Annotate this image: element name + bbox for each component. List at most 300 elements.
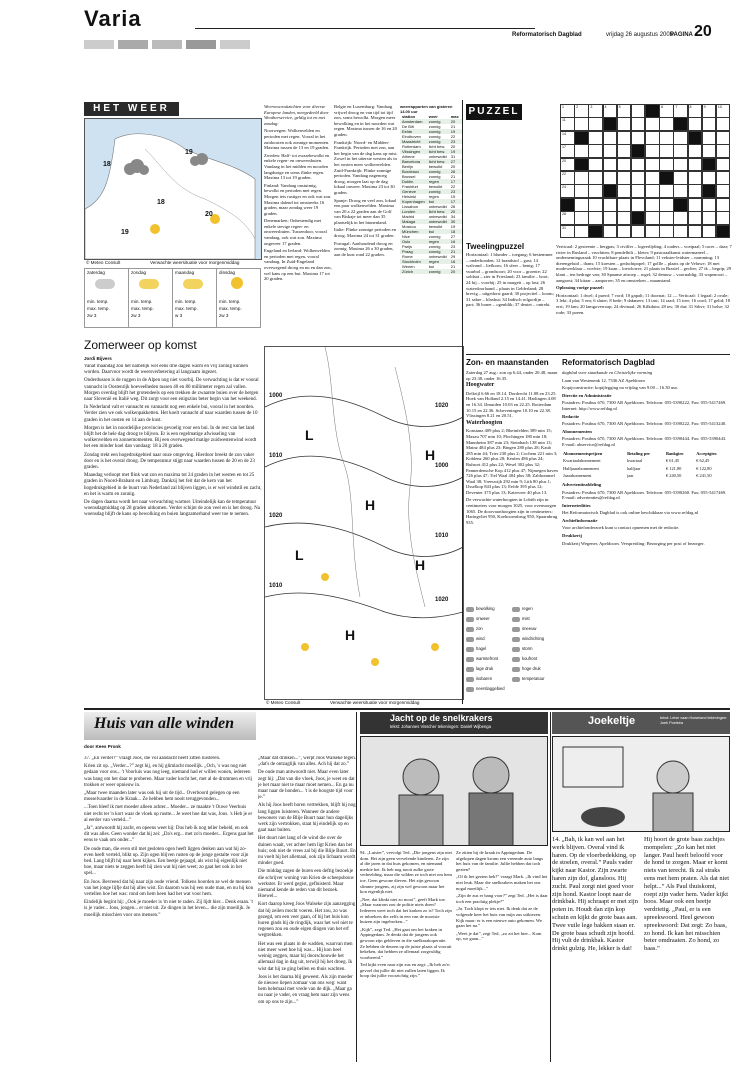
crossword-cell[interactable] [645, 211, 660, 225]
colofon-redactie-title: Redactie [562, 413, 580, 419]
crossword-number: 7 [675, 105, 678, 109]
crossword-cell[interactable] [716, 198, 731, 212]
crossword-cell[interactable] [617, 211, 632, 225]
city-table-grid [400, 114, 462, 274]
legend-icon [512, 647, 520, 652]
crossword-cell[interactable] [574, 198, 589, 212]
masthead: Reformatorisch Dagblad [512, 32, 582, 38]
city-table-cell: Dublin [402, 179, 414, 184]
city-table-cell: Lissabon [402, 204, 419, 209]
zomerweer-paragraph: Onderdussen is de ruggen in de Alpen nog niet voorbij. De verwachting is dat er vooral vannacht in Oostenrijk hoeveelheden tussen 40 en 80 millimeter regen zal vallen. Morgen overdag blijft het grotendeels op een trekken de zwaarste buien over de bergen naar Slovenië en Italië weg. Dit zorgt voor een enigszins beter begin van het weekend. [84, 378, 259, 403]
crossword-cell[interactable] [631, 117, 646, 131]
crossword-cell[interactable] [560, 225, 575, 239]
city-table-cell: bui [428, 264, 435, 269]
crossword-cell[interactable] [603, 144, 618, 158]
isobar-label: 1010 [435, 533, 449, 539]
crossword-cell[interactable] [702, 211, 717, 225]
map-temp: 19 [185, 149, 193, 156]
city-table-cell: Parijs [402, 244, 413, 249]
legend-label: neerslaggebied [476, 686, 505, 691]
city-table-cell: 21 [450, 249, 456, 254]
crossword-cell[interactable] [659, 104, 674, 118]
weather-legend [466, 606, 558, 698]
crossword-cell[interactable] [702, 117, 717, 131]
pressure-center: H [415, 557, 426, 573]
city-table-cell: Kopenhagen [402, 199, 425, 204]
crossword-cell[interactable] [631, 171, 646, 185]
city-table-cell: Stockholm [402, 259, 421, 264]
crossword-cell[interactable] [688, 184, 703, 198]
colofon-drukker-title: Drukkerij [562, 533, 582, 539]
city-table-cell: onbewolkt [428, 254, 447, 259]
forecast-day [216, 268, 261, 328]
crossword-cell[interactable] [673, 198, 688, 212]
crossword-cell[interactable] [673, 171, 688, 185]
cloud-icon [95, 279, 115, 289]
story-paragraph: „Maar dat drinken...”, werpt Joos Walseke tegen. „dat's de ontzaglijk van alles. Ach hij dat zo.” [258, 756, 356, 768]
colofon-internet-title: Internetedities [562, 502, 591, 508]
forecast-max: max. temp. [131, 306, 154, 311]
zon-maan-body [466, 370, 558, 600]
story-col1 [84, 756, 254, 1062]
city-table-cell: 26 [450, 204, 456, 209]
joekeltje-text: Hij hoort de grote baas zachtjes mompelen: „Zo kan het niet langer. Paul heeft beloofd voor de hond te zorgen. Maar er komt niets van terecht. Ik zal straks eens met hem praten. Als dat niet helpt...” Als Paul thuiskomt, roept zijn vader hem. Vader kijkt boos. Maar ook een beetje verdrietig. „Paul, er is een spreekwoord. Heel gewoon spreekwoord: Dat zegt: Zo baas, zo hond. Ik kan het misschien beter omdraaien. Zo hond, zo baas.” [644, 836, 730, 953]
crossword-cell[interactable] [645, 131, 660, 145]
crossword-cell[interactable] [574, 117, 589, 131]
crossword-number: 3 [590, 105, 593, 109]
crossword-cell[interactable] [574, 184, 589, 198]
city-table-title: weerrapporten van gisteren 14.00 uur [400, 104, 453, 114]
crossword-cell[interactable] [631, 158, 646, 172]
crossword-cell[interactable] [603, 198, 618, 212]
crossword-cell[interactable] [673, 144, 688, 158]
city-table-cell: Athene [402, 154, 415, 159]
crossword-cell[interactable] [645, 117, 660, 131]
crossword-cell[interactable] [560, 117, 575, 131]
legend-label: windrichting [522, 636, 545, 641]
zomerweer-author: Jordi Bijvers [84, 356, 112, 361]
city-table-cell: 16 [450, 259, 456, 264]
city-table-cell: bui [428, 229, 435, 234]
crossword-cell[interactable] [617, 184, 632, 198]
forecast-day-name: zaterdag [87, 270, 105, 275]
city-table-cell: Berlijn [402, 164, 414, 169]
city-table-cell: Madrid [402, 214, 415, 219]
crossword-cell[interactable] [560, 158, 575, 172]
city-table-cell: 22 [450, 184, 456, 189]
price-header: Betaling per [627, 450, 651, 456]
city-table-cell: 21 [450, 174, 456, 179]
weather-paragraph: Italie: Flinke zonnige perioden en droog. Maxima 24 tot 31 graden. [334, 227, 396, 239]
crossword-cell[interactable] [673, 184, 688, 198]
crossword-cell[interactable] [688, 198, 703, 212]
city-table-cell: regen [428, 179, 439, 184]
crossword-number: 1 [562, 105, 564, 109]
legend-icon [512, 677, 520, 682]
zomerweer-paragraph: Vanaf maandag zou het namelijk wel eens drie dagen warm en vrij zonnig kunnen worden. Daarvoor wordt de weersverbetering al langzaam ingezet. [84, 364, 248, 376]
comic-paragraph: Ze zitten bij de kraak in Appingedam. De afgelopen dagen kwam een vreemde auto langs het huis van de familie. Jullie hebben dat toch gezien? [456, 850, 543, 872]
crossword-cell[interactable] [603, 104, 618, 118]
city-table-cell: 16 [450, 239, 456, 244]
city-table-cell: zonnig [428, 269, 441, 274]
crossword-cell[interactable] [645, 144, 660, 158]
crossword-cell[interactable] [631, 131, 646, 145]
crossword-cell[interactable] [673, 131, 688, 145]
table-row [400, 269, 462, 274]
crossword-cell[interactable] [716, 131, 731, 145]
legend-icon [466, 617, 474, 622]
story-paragraph: „Ja”, antwoordt hij zacht, en opeens weet hij: Dus heb ik nog teller beheld, en ook dit was alles. Geen wonder dat hij zei: „Da's erg... met zo'n moeder... Ergens gaat het eens te vaak om onder...” [84, 826, 254, 844]
crossword-cell[interactable] [702, 184, 717, 198]
legend-label: hoge druk [522, 666, 541, 671]
crossword-cell[interactable] [716, 158, 731, 172]
puzzel-solution-title: Oplossing vorige puzzel: [556, 285, 604, 291]
city-table-cell: 20 [450, 209, 456, 214]
crossword-cell[interactable] [673, 158, 688, 172]
crossword-cell[interactable] [588, 171, 603, 185]
comic-paragraph: „Ja. Toch klopt er iets niet. Ik denk dat ze de volgende keer het huis van mijn zus uitkiezen. Kijk maar: er is een nieuwe auto gekomen. We gaan het na.” [456, 906, 542, 929]
forecast-day-name: dinsdag [219, 270, 236, 275]
legend-icon [466, 627, 474, 632]
crossword-cell[interactable] [659, 158, 674, 172]
crossword-cell[interactable] [560, 198, 575, 212]
city-table-cell: licht bew. [428, 144, 446, 149]
city-table-cell: zonnig [428, 134, 441, 139]
crossword-cell[interactable] [716, 225, 731, 239]
crossword-cell[interactable] [716, 184, 731, 198]
page-header [0, 0, 738, 52]
waterhoogte-note: De verwachte waterhoogten in Lobith zijn in centimeters voor morgen 1025, voor overmorgen 1065. De doorvaarthoogten zijn in centimeters: Haringvliet 950, Koehoornsbrug 950, Spaarnbrug 935. [466, 497, 558, 525]
city-table-cell: Malaga [402, 219, 416, 224]
city-table-cell: zonnig [428, 119, 441, 124]
crossword-cell[interactable] [688, 158, 703, 172]
crossword-cell[interactable] [574, 158, 589, 172]
crossword-cell[interactable] [588, 211, 603, 225]
city-table-cell: München [402, 229, 419, 234]
crossword-cell[interactable] [617, 198, 632, 212]
pressure-center: L [295, 547, 304, 563]
colofon-archief-title: Archiefinformatie [562, 517, 598, 523]
hoogwater-title: Hoogwater [466, 382, 495, 389]
crossword-cell[interactable] [631, 144, 646, 158]
story-paragraph: Krien zit op. „Verder...?” zegt hij, en hij glimlacht moeilijk. „Och, 's was nog niet gedaan voor ons... 't Voorluis was nog leeg, niemand had er willen wonen, iedereen was bang om het daar te proberen. Maar vader kocht het, met al de drommen en vrij trokken er weer opnieuw in. [84, 764, 252, 788]
crossword-cell[interactable] [702, 198, 717, 212]
city-table-cell: 18 [450, 229, 456, 234]
header-thumbnails [84, 40, 264, 50]
crossword-cell[interactable] [688, 117, 703, 131]
crossword-cell[interactable] [659, 225, 674, 239]
city-table-cell: bewolkt [428, 164, 443, 169]
crossword-cell[interactable] [574, 144, 589, 158]
crossword-number: 28 [562, 212, 566, 217]
city-table-cell: 31 [450, 154, 456, 159]
crossword-cell[interactable] [702, 131, 717, 145]
zomerweer-body [84, 364, 262, 694]
crossword-cell[interactable] [688, 131, 703, 145]
zomerweer-paragraph: Maandag verloopt met flink wat zon en maxima tot 24 graden in het westen en tot 25 graden in Noord-Brabant en Limburg. Dankzij het feit dat de kern van het hogedrukgebied in de buurt van Nederland zal blijven liggen, is er wel windstil en zacht, en het is warm en zonnig. [84, 473, 262, 497]
crossword-cell[interactable] [702, 171, 717, 185]
price-header: Abonnementsprijzen [563, 450, 603, 456]
crossword-cell[interactable] [659, 198, 674, 212]
crossword-cell[interactable] [588, 117, 603, 131]
legend-label: mist [522, 616, 530, 621]
joekeltje-panel [552, 736, 730, 832]
city-table-cell: Genève [402, 189, 417, 194]
crossword-number: 24 [562, 185, 566, 190]
crossword-cell[interactable] [702, 104, 717, 118]
city-table-cell: 23 [450, 189, 456, 194]
city-table-cell: 19 [450, 129, 456, 134]
city-table-cell: Eindhoven [402, 134, 421, 139]
city-table-cell: onbewolkt [428, 219, 447, 224]
price-cell: € 62,45 [696, 458, 710, 464]
legend-label: hagel [476, 646, 487, 651]
crossword-number: 8 [689, 105, 692, 109]
city-table-cell: 17 [450, 179, 456, 184]
crossword-cell[interactable] [617, 131, 632, 145]
isobar-label: 1020 [435, 403, 449, 409]
weather-intro: Weersvooruitzichten voor diverse Europese landen, meegedeeld door Weatherservice, geldig tot en met zondag: [264, 104, 329, 126]
price-cell: Jaarabonnement [563, 473, 592, 479]
crossword-cell[interactable] [631, 198, 646, 212]
colofon-email: Kopijconstructie: kopijlegging na vrijdag van 9.00 – 16.30 uur. [562, 385, 678, 391]
pressure-center: H [425, 447, 436, 463]
story-author: door Kees Pronk [84, 744, 121, 749]
crossword-cell[interactable] [574, 211, 589, 225]
crossword-cell[interactable] [603, 225, 618, 239]
city-table-cell: 19 [450, 224, 456, 229]
crossword-cell[interactable] [702, 225, 717, 239]
forecast-day-name: maandag [175, 270, 195, 275]
city-table-cell: 27 [450, 159, 456, 164]
crossword-cell[interactable] [603, 171, 618, 185]
legend-icon [512, 657, 520, 662]
crossword-cell[interactable] [702, 144, 717, 158]
legend-icon [466, 607, 474, 612]
crossword-cell[interactable] [588, 131, 603, 145]
crossword-cell[interactable] [716, 117, 731, 131]
section-title: Varia [84, 6, 142, 31]
legend-label: zon [476, 626, 483, 631]
city-table-cell: Praag [402, 249, 413, 254]
crossword-cell[interactable] [560, 171, 575, 185]
colofon-drukker: Drukkerij Wegener, Apeldoorn. Verspreiding: Bezorging per post of bezorger. [562, 540, 705, 546]
crossword-cell[interactable] [574, 104, 589, 118]
city-table-cell: Zürich [402, 269, 414, 274]
city-table-cell: zonnig [428, 189, 441, 194]
city-table-cell: Vlissingen [402, 149, 421, 154]
crossword-cell[interactable] [560, 144, 575, 158]
comic-paragraph: 94. „Luister”, vervolgt Ted. „Die jongens zijn niet dom. Het zijn geen vervelende kinderen. Ze zijn al die jaren in dat huis gekomen, en niemand merkte het. Ik heb nog nooit zulke grote verbeelding, maar die wilden ze toch niet om hem toe. Geen gewone dieven. Het zijn gewoon slimme jongens, zij zijn wel gewoon maar het kon eigenlijk niet. [360, 850, 452, 895]
story-title-banner [84, 712, 256, 740]
crossword-cell[interactable] [659, 211, 674, 225]
comic-text-col1 [360, 850, 452, 1062]
pressure-center: H [345, 627, 356, 643]
pressure-center: L [305, 427, 314, 443]
story-col2 [258, 756, 356, 1062]
crossword-cell[interactable] [603, 131, 618, 145]
comic-panel-image [360, 736, 548, 846]
crossword-cell[interactable] [560, 211, 575, 225]
crossword-cell[interactable] [645, 184, 660, 198]
crossword-cell[interactable] [603, 117, 618, 131]
joekeltje-col1 [552, 836, 638, 1062]
crossword-cell[interactable] [659, 117, 674, 131]
comic-paragraph: „Weet je dat”, zegt Ted, „zo zit het hier... Kom op, we gaan...” [456, 930, 542, 942]
story-paragraph: Als hij Joos heeft horen vertrekken, blijft hij nog lang liggen luisteren. Wanneer de andere bewoners van de Blije Buurt naar hun dagelijks werk zijn vertrokken, staat hij eindelijk op en gaat naar buiten. [258, 803, 356, 834]
crossword-cell[interactable] [588, 198, 603, 212]
city-table-cell: 20 [450, 119, 456, 124]
legend-label: sneeuw [522, 626, 537, 631]
city-table-cell: zonnig [428, 169, 441, 174]
crossword-cell[interactable] [659, 144, 674, 158]
city-table-cell: onbewolkt [428, 204, 447, 209]
legend-icon [466, 647, 474, 652]
crossword-cell[interactable] [588, 184, 603, 198]
zomerweer-paragraph: Zondag trekt een hogedrukgebied naar onze omgeving. Hierdoor breekt de zon vaker door en is het overal droog. De temperatuur stijgt naar waarden tussen de 20 en de 23 graden. [84, 452, 255, 471]
crossword-number: 9 [703, 105, 706, 109]
pressure-caption-right: Verwachte weersituatie voor morgenmiddag [330, 700, 420, 705]
isobar-label: 1000 [435, 463, 449, 469]
crossword-cell[interactable] [631, 184, 646, 198]
crossword-cell[interactable] [645, 171, 660, 185]
city-table-cell: 29 [450, 254, 456, 259]
crossword-cell[interactable] [688, 211, 703, 225]
crossword-cell[interactable] [560, 104, 575, 118]
crossword-number: 6 [661, 105, 664, 109]
legend-label: isobaren [476, 676, 493, 681]
colofon-title: Reformatorisch Dagblad [562, 358, 655, 367]
city-table-cell: 23 [450, 139, 456, 144]
page-number: 20 [694, 23, 712, 40]
crossword-cell[interactable] [588, 144, 603, 158]
crossword-cell[interactable] [716, 104, 731, 118]
crossword-cell[interactable] [588, 104, 603, 118]
legend-icon [466, 657, 474, 662]
crossword-cell[interactable] [603, 184, 618, 198]
crossword-cell[interactable] [688, 144, 703, 158]
legend-icon [466, 677, 474, 682]
crossword-cell[interactable] [617, 171, 632, 185]
puzzel-verticaal [556, 244, 732, 348]
city-table-header: max [450, 114, 459, 119]
isobar-label: 1010 [269, 583, 283, 589]
city-table-cell: 19 [450, 149, 456, 154]
city-table-cell: 15 [450, 194, 456, 199]
city-table-cell: 20 [450, 164, 456, 169]
story-paragraph: Het was een plaats in de wadden, waarvan men niet meer weet hoe hij was... Hij kon heel weinig zeggen, maar hij doorschouwde het allemaal dag in dag uit, terwijl hij het droeg. Ik wist dat hij ze ging bellen en thuis wachten. [258, 941, 353, 972]
colofon-archief: Voor archiefonderzoek kunt u contact opnemen met de redactie. [562, 525, 680, 531]
city-table-cell: 30 [450, 219, 456, 224]
crossword-cell[interactable] [645, 225, 660, 239]
crossword-cell[interactable] [645, 158, 660, 172]
price-cell: € 122,80 [696, 465, 712, 471]
crossword-cell[interactable] [574, 171, 589, 185]
story-paragraph: De oude man antwoordt niet. Maar even later zegt hij: „Dat van die vloek, Joos, je weet en dat je het maar niet te maar moet nemen... En ga nu maar naar de honden... 't is de hoogste tijd voor je.” [258, 770, 355, 801]
crossword-cell[interactable] [631, 211, 646, 225]
city-table-cell: 20 [450, 269, 456, 274]
story-title: Huis van alle winden [94, 715, 235, 732]
city-table-cell: Oslo [402, 239, 411, 244]
weather-paragraph: Zweden: Half- tot zwaarbewolkt en enkele regen- en onweersbuien. Vandaag in het midden en noorden langdurige en soms flinke regen. Maxima 13 tot 19 graden. [264, 152, 330, 181]
crossword-cell[interactable] [716, 211, 731, 225]
crossword-cell[interactable] [617, 144, 632, 158]
weather-paragraph: Portugal: Aanhoudend droog en zonnig. Maxima 26 a 30 graden, aan de kust rond 22 graden. [334, 240, 394, 257]
crossword-cell[interactable] [617, 104, 632, 118]
pressure-caption-left: © Meteo Consult [266, 700, 301, 705]
crossword-cell[interactable] [702, 158, 717, 172]
crossword-cell[interactable] [560, 184, 575, 198]
crossword-cell[interactable] [617, 158, 632, 172]
crossword-cell[interactable] [673, 225, 688, 239]
crossword-cell[interactable] [716, 144, 731, 158]
crossword-cell[interactable] [688, 171, 703, 185]
crossword-cell[interactable] [673, 211, 688, 225]
crossword-cell[interactable] [645, 198, 660, 212]
crossword-cell[interactable] [673, 104, 688, 118]
city-table-cell: licht bew. [428, 159, 446, 164]
weather-paragraph: Belgie en Luxemburg: Vandaag vrijwel droog en van tijd tot tijd zon, soms bewolkt. Morgen meer bewolking en in het noorden wat regen. Maxima tussen de 16 en 20 graden. [334, 104, 397, 137]
crossword-cell[interactable] [659, 184, 674, 198]
legend-label: lage druk [476, 666, 494, 671]
crossword-grid [560, 104, 730, 238]
price-cell: halfjaar [627, 465, 641, 471]
forecast-min: min. temp. [131, 299, 153, 304]
legend-icon [466, 687, 474, 692]
colofon-advertentie: Postadres: Postbus 670, 7300 AR Apeldoorn. Telefoon: 055-5390260. Fax: 055-5417469. E-mail: advertenties@refdag.nl [562, 489, 727, 501]
crossword-cell[interactable] [631, 104, 646, 118]
joekeltje-banner [552, 712, 730, 734]
crossword-cell[interactable] [588, 158, 603, 172]
crossword-cell[interactable] [588, 225, 603, 239]
city-table-cell: zonnig [428, 234, 441, 239]
crossword-cell[interactable] [659, 131, 674, 145]
crossword-cell[interactable] [574, 225, 589, 239]
price-cell: € 241,50 [696, 473, 712, 479]
crossword-cell[interactable] [645, 104, 660, 118]
crossword-cell[interactable] [603, 211, 618, 225]
waterhoogte-title: Waterhoogten [466, 419, 503, 426]
crossword-cell[interactable] [617, 225, 632, 239]
map-temp: 18 [103, 161, 111, 168]
crossword-cell[interactable] [603, 158, 618, 172]
colofon-directie-title: Directie en Administratie [562, 392, 612, 398]
comic-paragraph: „Nee, dat klinkt niet zo mooi”, geeft Mark toe. „Maar waarom zou de politie niets doen? Iedereen weet toch dat het kraken zo is? Toch zijn er inbrekers die zelfs in een van de mooiste huizen zijn ingebroken...” [360, 896, 452, 925]
crossword-cell[interactable] [716, 171, 731, 185]
crossword-cell[interactable] [617, 117, 632, 131]
crossword-cell[interactable] [659, 171, 674, 185]
crossword-cell[interactable] [631, 225, 646, 239]
price-cell: € 61,45 [665, 458, 680, 464]
crossword-cell[interactable] [688, 104, 703, 118]
crossword-cell[interactable] [560, 131, 575, 145]
story-paragraph: Eindelijk begint hij: „Ook je moeder is 'm niet te raden. Zij lijdt hier... Denk eraan. 't is je vader... Joos, jongen... er niet uit. Ze dingen in het leven... die zijn moeilijk. Je moeilijk misschien voor ons mensen.” [84, 900, 253, 918]
map-temp: 19 [121, 229, 129, 236]
colofon-subtitle: dagblad voor staatkunde en Christelijke vorming [562, 370, 653, 375]
legend-label: regen [522, 606, 533, 611]
crossword-cell[interactable] [673, 117, 688, 131]
story-paragraph: 37. „En verder?” vraagt Joos, die vol aandacht heeft zitten luisteren. [84, 756, 221, 761]
page-label: PAGINA [670, 32, 693, 38]
puzzel-clues-horizontal: Horizontaal: 1 blunder – toegang; 6 bestemmer – onderbonden; 12 brandstof – gast; 14 walvand – liefkoos; 16 sfeer – benig; 17 vuurbol – grondsoort; 20 voor – groente; 22 soldaat – zier in Friesland; 23 familie – boot; 24 bij – voorbij; 25 in margeit – op last; 26 waterdoorlaand – plaats in Gelderland; 28 brevig – uitgedorst gaard; 30 projectiel – boom; 31 sabre – klaxhut; 34 Indisch rolgordijn – part; 36 honer – ogenblik; 37 deutet – ontrekt. [466, 252, 554, 308]
story-paragraph: ...Toen bleef ik met moeder alleen achter... Moeder... ze maakte 't Ouwe Veerhuis niet recht ter 'n kort waar de vloek op rustte... Je weet hoe dat was, Joos. 's Heb je er al eerder van verteld...” [84, 805, 253, 823]
weather-paragraph: Denemarken: Onbestendig met enkele stevige regen- en onweersbuien. Tussendoor, vooral vandaag, ook wat zon. Maxima ongeveer 17 graden. [264, 218, 327, 246]
crossword-cell[interactable] [574, 131, 589, 145]
crossword-cell[interactable] [688, 225, 703, 239]
city-table-visible [400, 104, 462, 328]
city-table-cell: Bordeaux [402, 169, 420, 174]
city-table-cell: Amsterdam [402, 119, 423, 124]
